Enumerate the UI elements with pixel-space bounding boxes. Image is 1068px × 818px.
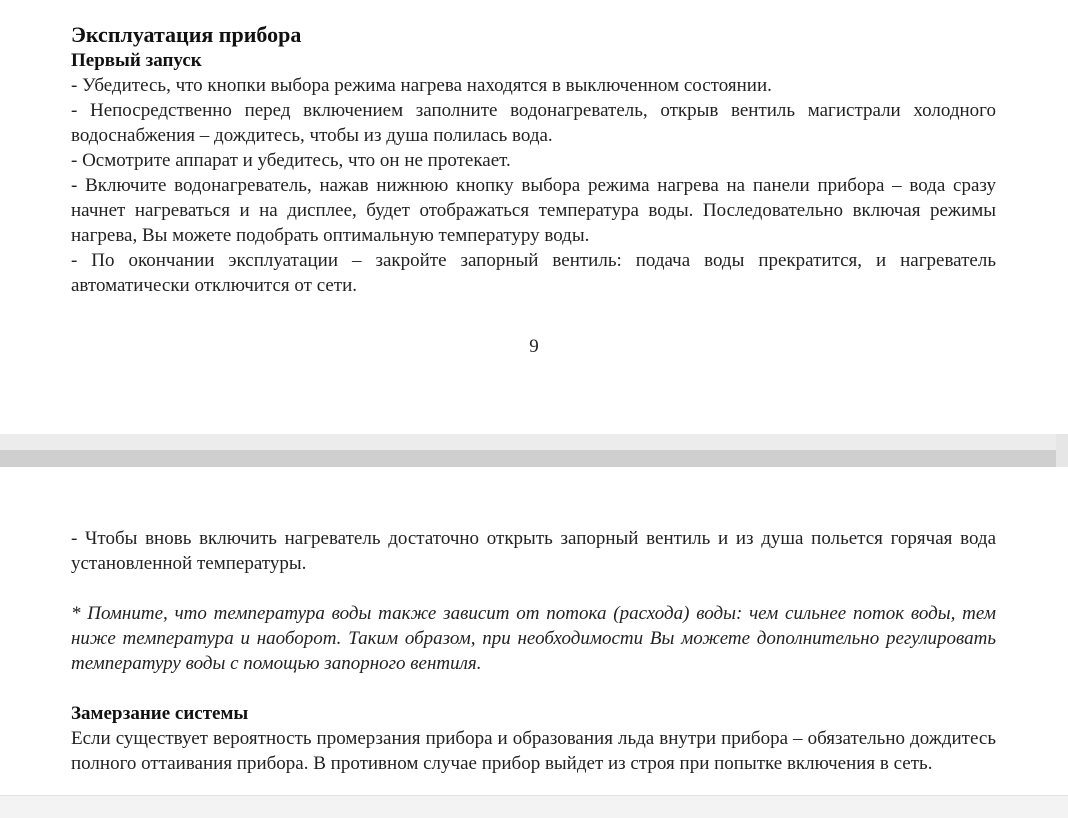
- paragraph-reopen-valve: - Чтобы вновь включить нагреватель достаточно открыть запорный вентиль и из душа польется горячая вода установленной температуры.: [71, 528, 996, 574]
- viewer-bottom-edge: [0, 795, 1068, 818]
- page-separator: [0, 434, 1068, 450]
- section-title-operation: Эксплуатация прибора: [71, 22, 302, 47]
- paragraph-switch-on: - Включите водонагреватель, нажав нижнюю кнопку выбора режима нагрева на панели прибора – вода сразу начнет нагреваться и на дисплее, будет отображаться температура воды. Последовательно включая режимы нагрева, Вы можете подобрать оптимальную температуру воды.: [71, 175, 996, 246]
- page-number: 9: [529, 336, 539, 357]
- section-title-freezing: Замерзание системы: [71, 703, 249, 724]
- note-water-flow: * Помните, что температура воды также зависит от потока (расхода) воды: чем сильнее поток воды, тем ниже температура и наоборот. Таким образом, при необходимости Вы можете дополнительно регулировать температуру воды с помощью запорного вентиля.: [71, 603, 996, 674]
- paragraph-fill-heater: - Непосредственно перед включением заполните водонагреватель, открыв вентиль магистрали холодного водоснабжения – дождитесь, чтобы из душа полилась вода.: [71, 100, 996, 146]
- paragraph-freezing: Если существует вероятность промерзания прибора и образования льда внутри прибора – обязательно дождитесь полного оттаивания прибора. В противном случае прибор выйдет из строя при попытке включения в сеть.: [71, 728, 996, 774]
- paragraph-check-buttons: - Убедитесь, что кнопки выбора режима нагрева находятся в выключенном состоянии.: [71, 75, 772, 96]
- scrollbar-track[interactable]: [1056, 434, 1068, 467]
- page-9-text: [71, 22, 996, 298]
- subsection-title-first-start: Первый запуск: [71, 50, 202, 71]
- document-page-10: [0, 467, 1068, 795]
- page-separator-shadow: [0, 450, 1068, 467]
- paragraph-end-of-use: - По окончании эксплуатации – закройте запорный вентиль: подача воды прекратится, и нагреватель автоматически отключится от сети.: [71, 250, 996, 296]
- paragraph-inspect: - Осмотрите аппарат и убедитесь, что он не протекает.: [71, 150, 511, 171]
- page-10-text: [71, 526, 996, 776]
